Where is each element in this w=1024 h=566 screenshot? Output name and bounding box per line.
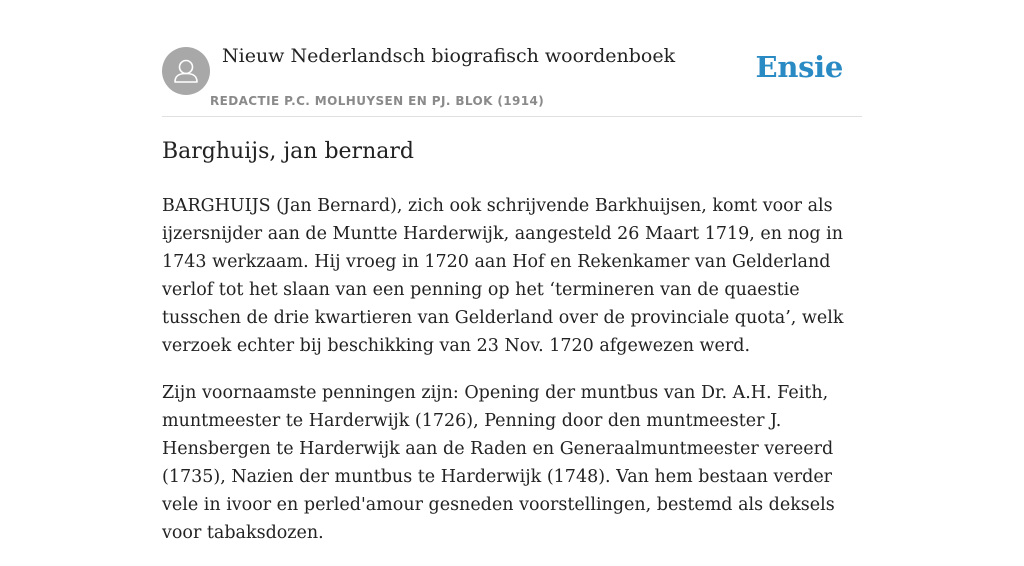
- user-silhouette-icon: [162, 47, 210, 95]
- book-title[interactable]: Nieuw Nederlandsch biografisch woordenboek: [222, 45, 676, 67]
- book-editors: REDACTIE P.C. MOLHUYSEN EN PJ. BLOK (1914): [210, 94, 545, 108]
- entry-paragraph-1: BARGHUIJS (Jan Bernard), zich ook schrijvende Barkhuijsen, komt voor als ijzersnijder aan de Muntte Harderwijk, aangesteld 26 Maart 1719, en nog in 1743 werkzaam. Hij vroeg in 1720 aan Hof en Rekenkamer van Gelderland verlof tot het slaan van een penning op het ‘termineren van de quaestie tusschen de drie kwartieren van Gelderland over de provinciale quota’, welk verzoek echter bij beschikking van 23 Nov. 1720 afgewezen werd.: [162, 196, 844, 356]
- entry-body: [162, 192, 862, 566]
- ensie-logo[interactable]: Ensie: [755, 50, 843, 84]
- entry-paragraph-2: Zijn voornaamste penningen zijn: Opening der muntbus van Dr. A.H. Feith, muntmeester te Harderwijk (1726), Penning door den muntmeester J. Hensbergen te Harderwijk aan de Raden en Generaalmuntmeester vereerd (1735), Nazien der muntbus te Harderwijk (1748). Van hem bestaan verder vele in ivoor en perled'amour gesneden voorstellingen, bestemd als deksels voor tabaksdozen.: [162, 383, 835, 543]
- user-avatar-icon[interactable]: [162, 47, 210, 95]
- page: [162, 0, 862, 543]
- entry-title: Barghuijs, jan bernard: [162, 139, 414, 164]
- header: [162, 40, 862, 117]
